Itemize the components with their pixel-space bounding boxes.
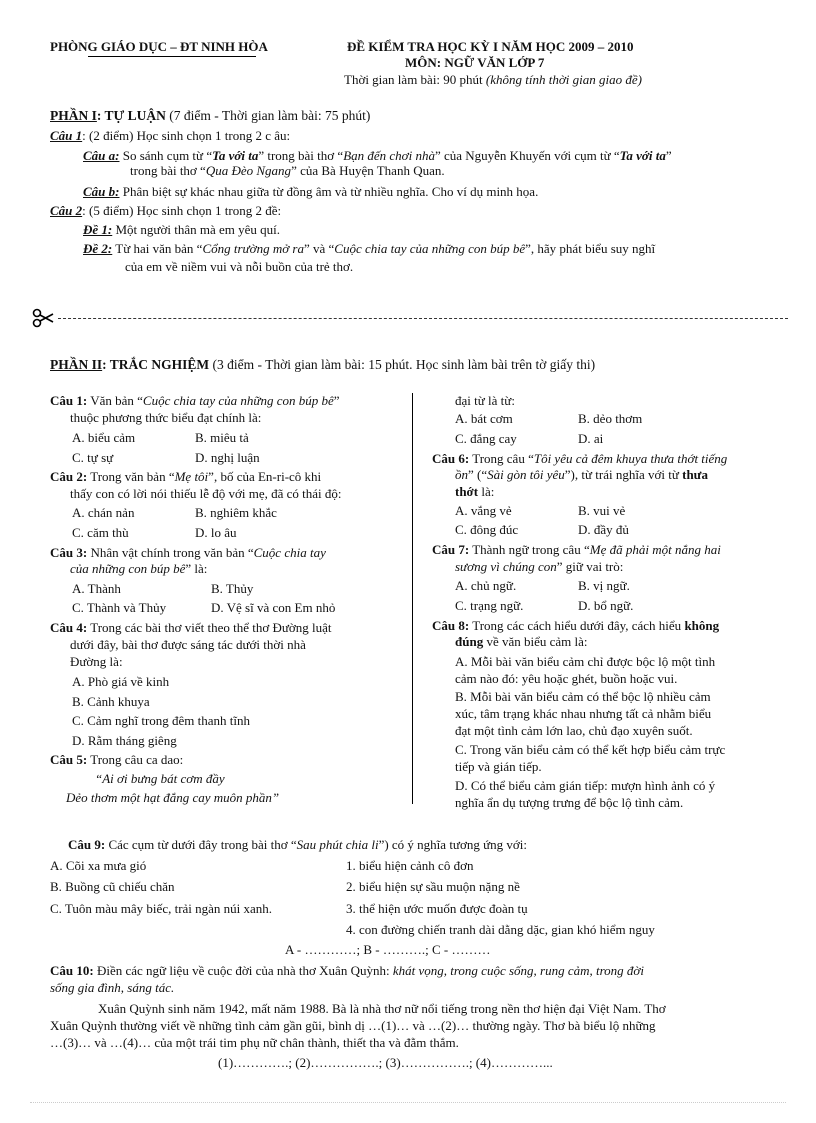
- left-q1: Câu 1: Văn bản “Cuộc chia tay của những con búp bê”: [50, 393, 340, 408]
- right-q5-cont: đại từ là từ:: [455, 393, 515, 408]
- left-q3-option-a: A. Thành: [72, 581, 121, 596]
- right-q7: Câu 7: Thành ngữ trong câu “Mẹ đã phải một nắng hai: [432, 542, 721, 557]
- right-q7-option-c: C. trạng ngữ.: [455, 598, 524, 613]
- q9-answer-line: A - …………; B - ……….; C - ………: [285, 942, 491, 957]
- right-q8-option-c: C. Trong văn biểu cảm có thể kết hợp biểu cảm trực: [455, 742, 726, 757]
- left-q2-line2: thấy con có lời nói thiếu lễ độ với mẹ, đã có thái độ:: [70, 486, 342, 501]
- cut-line: [58, 318, 788, 319]
- left-q4-line3: Đường là:: [70, 654, 123, 669]
- left-q4-option-b: B. Cảnh khuya: [72, 694, 150, 709]
- scissors-icon: [32, 308, 54, 328]
- right-q8-option-a: A. Mỗi bài văn biểu cảm chỉ được bộc lộ một tình: [455, 654, 716, 669]
- left-q4-option-a: A. Phò giá về kinh: [72, 674, 170, 689]
- q9-right-2: 2. biểu hiện sự sầu muộn nặng nề: [346, 879, 520, 894]
- left-q2-option-b: B. nghiêm khắc: [195, 505, 277, 520]
- p1-q1a: Câu a: So sánh cụm từ “Ta với ta” trong bài thơ “Bạn đến chơi nhà” của Nguyễn Khuyến với cụm từ “Ta với ta”: [83, 148, 672, 163]
- q10-answer-line: (1)………….; (2)…………….; (3)…………….; (4)…………...: [218, 1055, 553, 1070]
- q9: Câu 9: Các cụm từ dưới đây trong bài thơ “Sau phút chia li”) có ý nghĩa tương ứng với:: [68, 837, 527, 852]
- left-q3-option-c: C. Thành và Thủy: [72, 600, 167, 615]
- left-q1-line2: thuộc phương thức biểu đạt chính là:: [70, 410, 262, 425]
- left-q1-option-d: D. nghị luận: [195, 450, 260, 465]
- right-q5-option-d: D. ai: [578, 431, 604, 446]
- left-q3-line2: của những con búp bê” là:: [70, 561, 208, 576]
- left-q2-option-a: A. chán nản: [72, 505, 135, 520]
- right-q8-option-b-line2: xúc, tâm trạng khác nhau nhưng tất cả nhằm biểu: [455, 706, 712, 721]
- office-underline: [88, 56, 256, 57]
- right-q5-option-b: B. dẻo thơm: [578, 411, 643, 426]
- right-q7-option-a: A. chủ ngữ.: [455, 578, 517, 593]
- right-q8-option-a-line2: cảm nào đó: yêu hoặc ghét, buồn hoặc vui.: [455, 671, 678, 686]
- q9-left-b: B. Buồng cũ chiếu chăn: [50, 879, 175, 894]
- q10-paragraph-2: Xuân Quỳnh thường viết về những tình cảm gần gũi, bình dị …(1)… và …(2)… thường ngày. Thơ bà biểu lộ những: [50, 1018, 656, 1033]
- right-q6-option-a: A. vắng vẻ: [455, 503, 512, 518]
- left-q1-option-b: B. miêu tả: [195, 430, 249, 445]
- right-q6-line2: ồn” (“Sài gòn tôi yêu”), từ trái nghĩa với từ thưa: [455, 467, 708, 482]
- right-q6-option-b: B. vui vẻ: [578, 503, 626, 518]
- q9-right-3: 3. thể hiện ước muốn được đoàn tụ: [346, 901, 528, 916]
- q10-paragraph-1: Xuân Quỳnh sinh năm 1942, mất năm 1988. Bà là nhà thơ nữ nổi tiếng trong nền thơ hiện đại Việt Nam. Thơ: [98, 1001, 666, 1016]
- left-q2-option-c: C. căm thù: [72, 525, 129, 540]
- exam-subject: MÔN: NGỮ VĂN LỚP 7: [405, 55, 545, 70]
- left-q3-option-b: B. Thủy: [211, 581, 254, 596]
- exam-time: Thời gian làm bài: 90 phút (không tính thời gian giao đề): [344, 72, 642, 87]
- left-q1-option-c: C. tự sự: [72, 450, 114, 465]
- right-q6-option-c: C. đông đúc: [455, 522, 519, 537]
- q9-left-a: A. Cõi xa mưa gió: [50, 858, 147, 873]
- left-q3: Câu 3: Nhân vật chính trong văn bản “Cuộc chia tay: [50, 545, 326, 560]
- right-q8-option-b-line3: đạt một tình cảm lớn lao, chủ đạo xuyên suốt.: [455, 723, 693, 738]
- q10-line2: sống gia đình, sáng tác.: [50, 980, 175, 995]
- left-q5: Câu 5: Trong câu ca dao:: [50, 752, 184, 767]
- p1-q1: Câu 1: (2 điểm) Học sinh chọn 1 trong 2 c âu:: [50, 128, 291, 143]
- left-q4: Câu 4: Trong các bài thơ viết theo thể thơ Đường luật: [50, 620, 332, 635]
- part1-heading: PHẦN I: TỰ LUẬN (7 điểm - Thời gian làm bài: 75 phút): [50, 108, 371, 123]
- left-q4-option-c: C. Cảm nghĩ trong đêm thanh tĩnh: [72, 713, 251, 728]
- left-q5-verse1: “Ai ơi bưng bát cơm đầy: [95, 771, 225, 786]
- left-q4-option-d: D. Rằm tháng giêng: [72, 733, 177, 748]
- exam-title: ĐỀ KIỂM TRA HỌC KỲ I NĂM HỌC 2009 – 2010: [347, 39, 634, 54]
- right-q8-option-b: B. Mỗi bài văn biểu cảm có thể bộc lộ nhiều cảm: [455, 689, 711, 704]
- p1-de1: Đề 1: Một người thân mà em yêu quí.: [83, 222, 280, 237]
- left-q2-option-d: D. lo âu: [195, 525, 237, 540]
- left-q5-verse2: Dẻo thơm một hạt đắng cay muôn phần”: [66, 790, 280, 805]
- p1-q1b: Câu b: Phân biệt sự khác nhau giữa từ đồng âm và từ nhiều nghĩa. Cho ví dụ minh họa.: [83, 184, 539, 199]
- p1-de2: Đề 2: Từ hai văn bản “Cổng trường mở ra” và “Cuộc chia tay của những con búp bê”, hãy phát biểu suy nghĩ: [83, 241, 656, 256]
- right-q6-line3: thớt là:: [455, 484, 495, 499]
- right-q8-option-d: D. Có thể biểu cảm gián tiếp: mượn hình ảnh có ý: [455, 778, 716, 793]
- right-q7-option-b: B. vị ngữ.: [578, 578, 630, 593]
- page-bottom-border: [30, 1102, 786, 1103]
- left-q1-option-a: A. biểu cảm: [72, 430, 136, 445]
- right-q5-option-a: A. bát cơm: [455, 411, 513, 426]
- right-q7-option-d: D. bổ ngữ.: [578, 598, 634, 613]
- right-q8-option-c-line2: tiếp và gián tiếp.: [455, 759, 542, 774]
- p1-q1a-line2: trong bài thơ “Qua Đèo Ngang” của Bà Huyện Thanh Quan.: [130, 163, 445, 178]
- right-q8-option-d-line2: nghĩa ẩn dụ tượng trưng để bộc lộ tình cảm.: [455, 795, 684, 810]
- right-q8: Câu 8: Trong các cách hiểu dưới đây, cách hiểu không: [432, 618, 720, 633]
- p1-q2: Câu 2: (5 điểm) Học sinh chọn 1 trong 2 đề:: [50, 203, 282, 218]
- q9-right-1: 1. biểu hiện cảnh cô đơn: [346, 858, 474, 873]
- part2-heading: PHẦN II: TRẮC NGHIỆM (3 điểm - Thời gian làm bài: 15 phút. Học sinh làm bài trên tờ giấy thi): [50, 357, 596, 372]
- q9-right-4: 4. con đường chiến tranh dài dằng dặc, gian khó hiểm nguy: [346, 922, 655, 937]
- right-q6-option-d: D. đầy đủ: [578, 522, 629, 537]
- column-divider: [412, 393, 413, 804]
- right-q8-line2: đúng về văn biểu cảm là:: [455, 634, 588, 649]
- q9-left-c: C. Tuôn màu mây biếc, trải ngàn núi xanh.: [50, 901, 273, 916]
- left-q4-line2: dưới đây, bài thơ được sáng tác dưới thời nhà: [70, 637, 306, 652]
- q10: Câu 10: Điền các ngữ liệu về cuộc đời của nhà thơ Xuân Quỳnh: khát vọng, trong cuộc sống, rung cảm, trong đời: [50, 963, 644, 978]
- office-name: PHÒNG GIÁO DỤC – ĐT NINH HÒA: [50, 39, 268, 54]
- right-q6: Câu 6: Trong câu “Tôi yêu cả đêm khuya thưa thớt tiếng: [432, 451, 728, 466]
- right-q7-line2: sương vì chúng con” giữ vai trò:: [455, 559, 624, 574]
- right-q5-option-c: C. đắng cay: [455, 431, 517, 446]
- left-q2: Câu 2: Trong văn bản “Mẹ tôi”, bố của En-ri-cô khi: [50, 469, 322, 484]
- left-q3-option-d: D. Vệ sĩ và con Em nhỏ: [211, 600, 336, 615]
- q10-paragraph-3: …(3)… và …(4)… của một trái tim phụ nữ chân thành, thiết tha và đằm thắm.: [50, 1035, 459, 1050]
- p1-de2-line2: của em về niềm vui và nỗi buồn của trẻ thơ.: [125, 259, 354, 274]
